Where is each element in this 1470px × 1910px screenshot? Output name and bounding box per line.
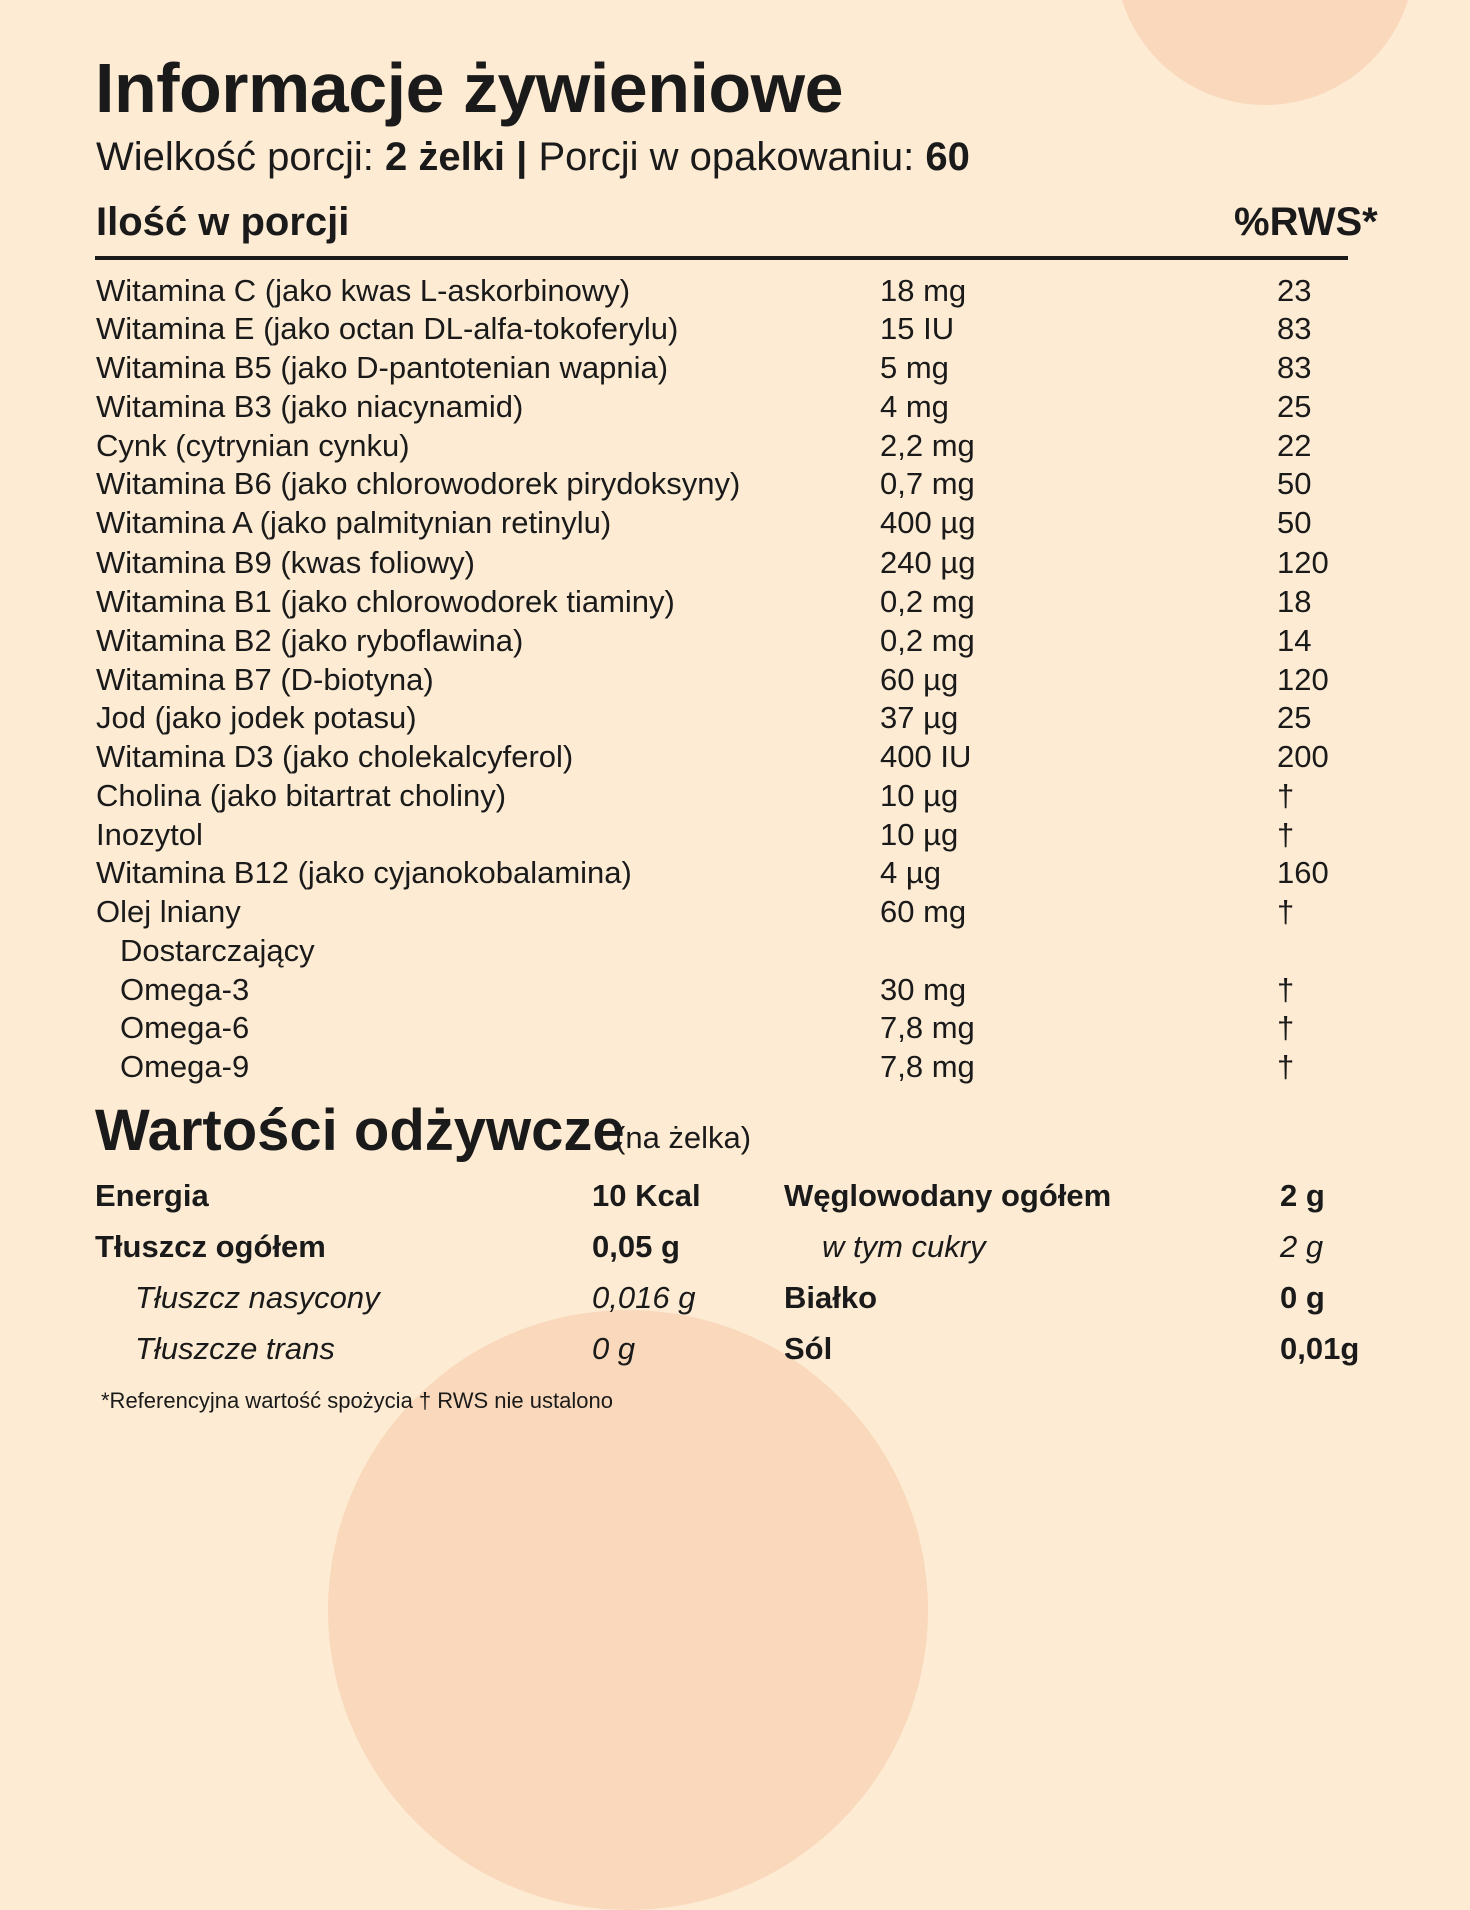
- table-row: [0, 503, 1470, 542]
- ingredient-name: Witamina A (jako palmitynian retinylu): [96, 505, 612, 540]
- table-row: [0, 348, 1470, 387]
- ingredient-rws: †: [1277, 817, 1295, 852]
- table-row: [0, 892, 1470, 931]
- ingredient-name: Inozytol: [96, 817, 203, 852]
- table-row: [0, 660, 1470, 699]
- page-title: Informacje żywieniowe: [95, 49, 844, 127]
- serving-size-label: Wielkość porcji:: [96, 135, 374, 179]
- footnote: *Referencyjna wartość spożycia † RWS nie ustalono: [101, 1388, 613, 1413]
- ingredient-rws: 50: [1277, 505, 1312, 540]
- table-row: [0, 1047, 1470, 1086]
- nutrition-value: 0 g: [592, 1331, 636, 1366]
- ingredient-amount: 37 µg: [880, 700, 959, 735]
- ingredient-name: Witamina C (jako kwas L-askorbinowy): [96, 273, 631, 308]
- table-row: [0, 271, 1470, 310]
- serving-info: [96, 132, 970, 182]
- servings-per-pack-value: 60: [925, 135, 970, 179]
- table-row: [0, 737, 1470, 776]
- decorative-circle-top: [1115, 0, 1415, 105]
- ingredient-amount: 0,2 mg: [880, 623, 975, 658]
- ingredient-rws: †: [1277, 894, 1295, 929]
- rws-column-header: %RWS*: [1234, 200, 1378, 244]
- ingredient-rws: 23: [1277, 273, 1312, 308]
- ingredient-rws: 25: [1277, 700, 1312, 735]
- ingredient-rws: 200: [1277, 739, 1329, 774]
- ingredient-amount: 400 µg: [880, 505, 976, 540]
- table-row: [0, 1008, 1470, 1047]
- ingredient-name: Witamina B1 (jako chlorowodorek tiaminy): [96, 584, 675, 619]
- table-row: [0, 582, 1470, 621]
- ingredient-amount: 18 mg: [880, 273, 967, 308]
- ingredient-rws: 120: [1277, 545, 1329, 580]
- ingredient-amount: 10 µg: [880, 778, 959, 813]
- table-row: [0, 387, 1470, 426]
- nutrition-section-title: Wartości odżywcze: [95, 1098, 625, 1163]
- ingredient-amount: 30 mg: [880, 972, 967, 1007]
- ingredient-name: Witamina B5 (jako D-pantotenian wapnia): [96, 350, 669, 385]
- ingredient-name: Witamina B3 (jako niacynamid): [96, 389, 524, 424]
- nutrition-value: 0,05 g: [592, 1229, 680, 1264]
- table-row: [0, 621, 1470, 660]
- ingredient-name: Witamina E (jako octan DL-alfa-tokoferylu): [96, 311, 679, 346]
- table-row: [0, 464, 1470, 503]
- ingredient-amount: 5 mg: [880, 350, 949, 385]
- ingredient-name: Witamina B7 (D-biotyna): [96, 662, 434, 697]
- table-row: [0, 853, 1470, 892]
- ingredient-rws: 22: [1277, 428, 1312, 463]
- ingredient-name: Omega-9: [120, 1049, 250, 1084]
- nutrition-value: 0 g: [1280, 1280, 1325, 1315]
- ingredient-amount: 60 mg: [880, 894, 967, 929]
- ingredient-amount: 400 IU: [880, 739, 972, 774]
- table-row: [0, 698, 1470, 737]
- ingredient-name: Witamina B6 (jako chlorowodorek pirydoksyny): [96, 466, 741, 501]
- ingredient-rws: 83: [1277, 311, 1312, 346]
- nutrition-label: Tłuszcz nasycony: [135, 1280, 380, 1315]
- nutrition-label: Białko: [784, 1280, 878, 1315]
- ingredient-rws: 120: [1277, 662, 1329, 697]
- nutrition-label: Energia: [95, 1178, 209, 1213]
- ingredient-name: Olej lniany: [96, 894, 241, 929]
- ingredient-rws: †: [1277, 1049, 1295, 1084]
- ingredient-name: Omega-3: [120, 972, 250, 1007]
- ingredient-amount: 2,2 mg: [880, 428, 975, 463]
- table-row: [0, 426, 1470, 465]
- nutrition-value: 2 g: [1280, 1178, 1325, 1213]
- ingredient-rws: 25: [1277, 389, 1312, 424]
- ingredient-amount: 4 mg: [880, 389, 949, 424]
- table-row: [0, 309, 1470, 348]
- nutrition-label: Sól: [784, 1331, 833, 1366]
- nutrition-label: Tłuszcze trans: [135, 1331, 335, 1366]
- ingredient-rws: 18: [1277, 584, 1312, 619]
- ingredient-rws: †: [1277, 972, 1295, 1007]
- ingredient-name: Witamina D3 (jako cholekalcyferol): [96, 739, 574, 774]
- nutrition-label: Węglowodany ogółem: [784, 1178, 1112, 1213]
- ingredient-rws: †: [1277, 778, 1295, 813]
- ingredient-amount: 7,8 mg: [880, 1010, 975, 1045]
- ingredient-name: Dostarczający: [120, 933, 315, 968]
- table-row: [0, 815, 1470, 854]
- ingredient-name: Cynk (cytrynian cynku): [96, 428, 410, 463]
- serving-size-value: 2 żelki: [384, 135, 506, 179]
- ingredient-name: Omega-6: [120, 1010, 250, 1045]
- ingredient-amount: 0,7 mg: [880, 466, 975, 501]
- ingredient-rws: 160: [1277, 855, 1329, 890]
- nutrition-value: 0,016 g: [592, 1280, 696, 1315]
- ingredient-rws: 50: [1277, 466, 1312, 501]
- ingredient-rws: 14: [1277, 623, 1312, 658]
- table-row: [0, 543, 1470, 582]
- ingredient-amount: 240 µg: [880, 545, 976, 580]
- servings-per-pack-label: Porcji w opakowaniu:: [538, 135, 915, 179]
- ingredient-amount: 4 µg: [880, 855, 941, 890]
- ingredient-amount: 0,2 mg: [880, 584, 975, 619]
- ingredient-amount: 7,8 mg: [880, 1049, 975, 1084]
- nutrition-value: 2 g: [1280, 1229, 1324, 1264]
- ingredient-name: Jod (jako jodek potasu): [96, 700, 417, 735]
- table-row-subheading: [0, 931, 1470, 970]
- ingredient-rws: 83: [1277, 350, 1312, 385]
- table-row: [0, 970, 1470, 1009]
- ingredient-amount: 10 µg: [880, 817, 959, 852]
- table-row: [0, 776, 1470, 815]
- header-divider: [95, 256, 1348, 260]
- nutrition-value: 10 Kcal: [592, 1178, 701, 1213]
- nutrition-value: 0,01g: [1280, 1331, 1360, 1366]
- ingredient-rws: †: [1277, 1010, 1295, 1045]
- ingredient-name: Witamina B2 (jako ryboflawina): [96, 623, 524, 658]
- ingredient-amount: 15 IU: [880, 311, 955, 346]
- nutrition-label: Tłuszcz ogółem: [95, 1229, 326, 1264]
- ingredient-name: Witamina B9 (kwas foliowy): [96, 545, 475, 580]
- serving-separator: |: [516, 135, 528, 179]
- nutrition-label: w tym cukry: [822, 1229, 986, 1264]
- ingredient-name: Cholina (jako bitartrat choliny): [96, 778, 507, 813]
- nutrition-section-subtitle: (na żelka): [615, 1120, 752, 1155]
- ingredient-name: Witamina B12 (jako cyjanokobalamina): [96, 855, 632, 890]
- amount-column-header: Ilość w porcji: [96, 200, 350, 244]
- ingredient-amount: 60 µg: [880, 662, 959, 697]
